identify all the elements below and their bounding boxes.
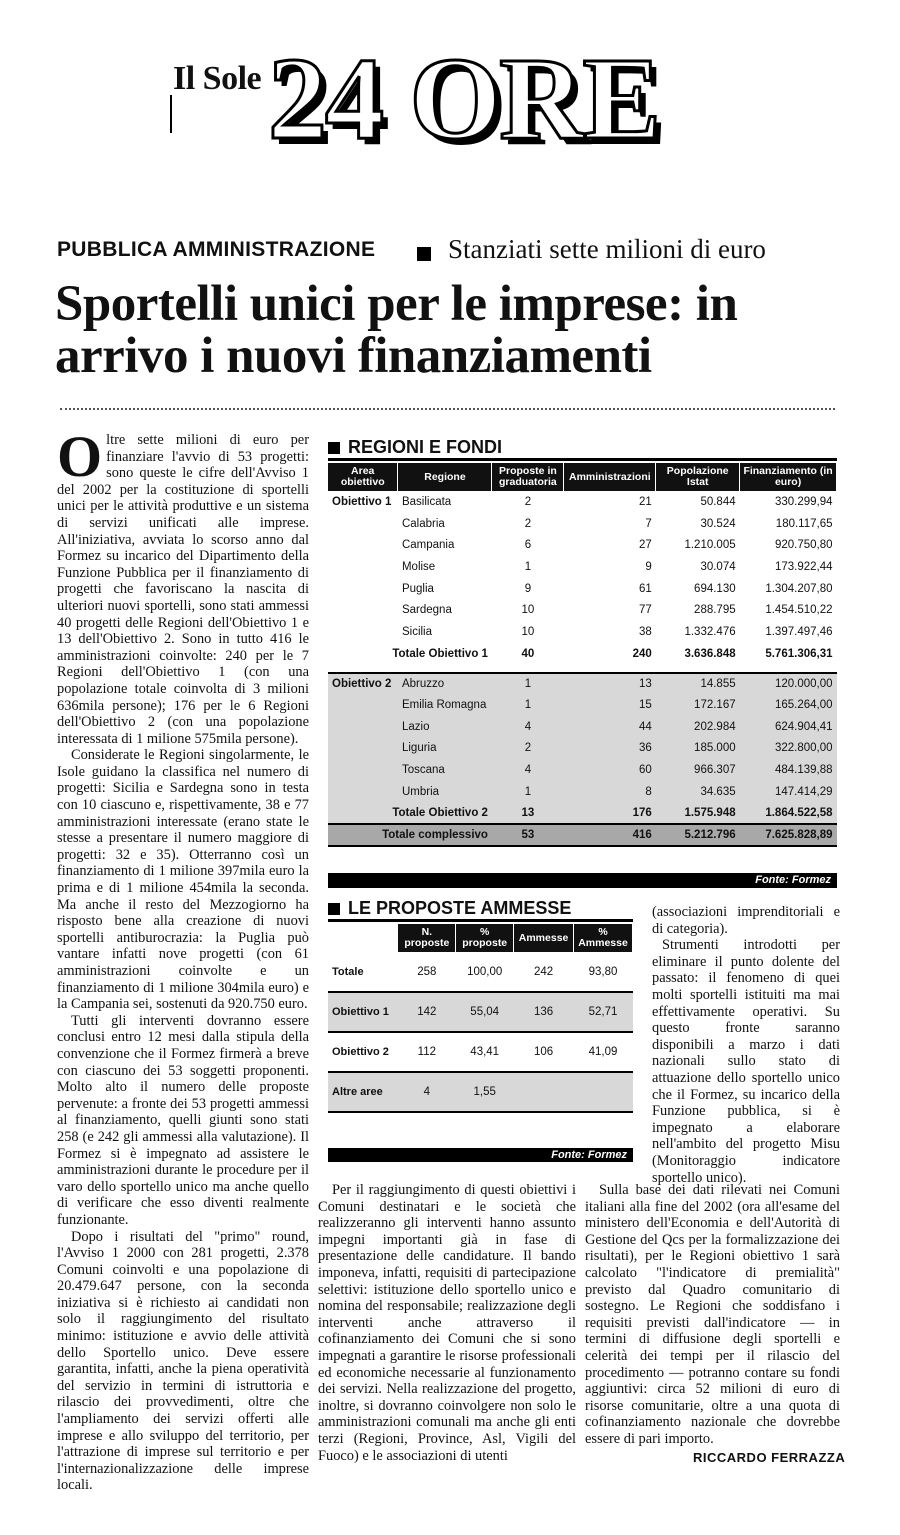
table-cell: 13 (564, 673, 656, 695)
table-cell: 202.984 (656, 716, 740, 738)
table-cell: 624.904,41 (740, 716, 837, 738)
table-cell: 38 (639, 625, 652, 638)
header-cell: Popolazione Istat (656, 463, 740, 491)
table-cell: 7 (645, 517, 652, 530)
table-cell: 416 (564, 824, 656, 846)
table-cell: 61 (639, 582, 652, 595)
table-cell: 34.635 (656, 781, 740, 803)
table-cell: 3.636.848 (684, 647, 736, 660)
header-cell (328, 924, 398, 952)
table-cell: Lazio (398, 716, 492, 738)
table-cell: 52,71 (574, 992, 633, 1032)
header-cell: Proposte in graduatoria (492, 463, 564, 491)
table-header-row (328, 924, 633, 952)
table-cell: 4 (492, 759, 564, 781)
table-cell (328, 781, 398, 803)
table-cell: 1.454.510,22 (765, 604, 833, 617)
table-cell: 1.575.948 (656, 803, 740, 825)
table-cell: 966.307 (656, 759, 740, 781)
table-cell: 147.414,29 (740, 781, 837, 803)
dotted-divider (60, 408, 835, 410)
article-column-3 (585, 1182, 840, 1448)
table-cell (328, 716, 398, 738)
section-kicker: PUBBLICA AMMINISTRAZIONE (57, 238, 376, 261)
paragraph: Tutti gli interventi dovranno essere conclusi entro 12 mesi dalla stipula della convenzione che il Formez firmerà a breve con ciascuno dei 53 soggetti proponenti. Molto alto il numero delle proposte pervenute: a fronte dei 53 progetti ammessi al finanziamento, quelli giunti sono stati 258 (e 242 gli ammessi alla valutazione). Il Formez si è impegnato ad assistere le amministrazioni durante le procedure per il varo dello sportello unico ma anche quello di verificare che esso diventi realmente funzionante. (57, 1012, 309, 1228)
table-cell: 4 (398, 1072, 456, 1112)
table-cell (328, 759, 398, 781)
table-cell: 40 (521, 647, 535, 660)
table-row (328, 513, 837, 535)
table-cell (328, 578, 398, 600)
table-cell: Puglia (401, 582, 434, 595)
table-cell: 30.074 (700, 560, 736, 573)
table-cell: 1.332.476 (684, 625, 736, 638)
table-cell: Basilicata (401, 495, 452, 508)
headline: Sportelli unici per le imprese: in arrivo i nuovi finanziamenti (55, 276, 738, 384)
table-cell: 322.800,00 (740, 738, 837, 760)
table-cell: 330.299,94 (774, 495, 833, 508)
table-cell: 165.264,00 (740, 694, 837, 716)
table-cell: 30.524 (700, 517, 736, 530)
table-cell: 55,04 (456, 992, 514, 1032)
paragraph: Dopo i risultati del "primo" round, l'Avviso 1 2000 con 281 progetti, 2.378 Comuni coinvolti e una popolazione di 20.479.647 persone, con la seconda iniziativa si è richiesto ai candidati non solo il raggiungimento del risultato minimo: istituzione e avvio delle attività dello Sportello unico. Deve essere garantita, infatti, anche la piena operatività del servizio in termini di istruttoria e rilascio dei provvedimenti, oltre che l'ampliamento dei servizi offerti alle imprese e allo sviluppo del territorio, per l'attrazione di imprese sul territorio e per l'internazionalizzazione delle imprese locali. (57, 1228, 309, 1494)
table-cell: 242 (514, 952, 574, 992)
table-cell: 1.210.005 (684, 539, 736, 552)
table-cell: 1.397.497,46 (765, 625, 833, 638)
table-row (328, 1032, 633, 1072)
table-cell: 1 (492, 781, 564, 803)
table-cell (328, 534, 398, 556)
table-row (328, 738, 837, 760)
table-cell: Umbria (398, 781, 492, 803)
table-row (328, 578, 837, 600)
table-row (328, 599, 837, 621)
table-cell: 1 (524, 560, 532, 573)
table-cell: 8 (564, 781, 656, 803)
table-cell: 173.922,44 (774, 560, 833, 573)
table-cell: 2 (524, 517, 532, 530)
table-cell: Liguria (398, 738, 492, 760)
square-bullet-icon (328, 442, 340, 454)
table-total-row (328, 824, 837, 846)
table-cell: 15 (564, 694, 656, 716)
table-cell: 142 (398, 992, 456, 1032)
table-cell: 2 (492, 738, 564, 760)
table-cell: 258 (398, 952, 456, 992)
table-cell: 1.864.522,58 (740, 803, 837, 825)
table-cell (328, 694, 398, 716)
table-cell: Totale Obiettivo 2 (328, 803, 492, 825)
table-cell: 1,55 (456, 1072, 514, 1112)
table-separator-cell (328, 665, 837, 673)
table-cell: Obiettivo 1 (328, 992, 398, 1032)
table-row (328, 673, 837, 695)
table-cell: Obiettivo 1 (332, 495, 392, 508)
table-cell: 120.000,00 (740, 673, 837, 695)
table-row (328, 694, 837, 716)
table-rule (328, 919, 633, 922)
table-cell (574, 1072, 633, 1112)
table-cell: 240 (632, 647, 652, 660)
table-cell: 180.117,65 (775, 517, 833, 530)
table-cell: Totale complessivo (328, 824, 492, 846)
table-row (328, 621, 837, 643)
table-row (328, 556, 837, 578)
square-bullet-icon (328, 903, 340, 915)
table-cell: 53 (492, 824, 564, 846)
table-cell (328, 556, 398, 578)
table-cell: Campania (401, 539, 455, 552)
table-cell: 5.761.306,31 (765, 647, 833, 660)
table-cell: 176 (564, 803, 656, 825)
table-header-row (328, 463, 837, 491)
table-cell: Abruzzo (398, 673, 492, 695)
paragraph: Sulla base dei dati rilevati nei Comuni italiani alla fine del 2002 (ora all'esame del ministero dell'Economia e dell'Autorità di Gestione del Qcs per la formalizzazione dei risultati), per le Regioni obiettivo 1 sarà calcolato "l'indicatore di premialità" previsto dal Quadro comunitario di sostegno. Le Regioni che soddisfano i requisiti previsti dall'indicatore — in termini di diffusione degli sportelli e celerità dei tempi per il rilascio del procedimento — potranno contare su fondi aggiuntivi: circa 52 milioni di euro di risorse comunitarie, oltre a una quota di cofinanziamento nazionale che dovrebbe essere di pari importo. (585, 1182, 840, 1447)
table-separator (328, 665, 837, 673)
table-total-row (328, 803, 837, 825)
table-cell: 106 (514, 1032, 574, 1072)
table-cell: 1.304.207,80 (765, 582, 833, 595)
table-cell: 484.139,88 (740, 759, 837, 781)
article-column-1 (57, 424, 309, 1494)
table-cell: 27 (639, 539, 652, 552)
table-cell (328, 621, 398, 643)
table-proposte-source: Fonte: Formez (328, 1148, 633, 1162)
masthead-bar (170, 95, 172, 133)
table-cell: 43,41 (456, 1032, 514, 1072)
table-cell: 41,09 (574, 1032, 633, 1072)
header-cell: Ammesse (514, 924, 574, 952)
table-cell: 185.000 (656, 738, 740, 760)
table-cell (328, 599, 398, 621)
table-row (328, 1072, 633, 1112)
table-cell: 5.212.796 (656, 824, 740, 846)
table-regioni-e-fondi (328, 463, 837, 847)
table-cell: 50.844 (700, 495, 736, 508)
masthead-logo: 24 ORE (268, 33, 660, 164)
byline: RICCARDO FERRAZZA (693, 1450, 846, 1465)
table-cell: 36 (564, 738, 656, 760)
table-proposte-ammesse (328, 924, 633, 1113)
table-total-row (328, 643, 837, 665)
table-row (328, 716, 837, 738)
table-cell: 1 (492, 673, 564, 695)
table-cell: Emilia Romagna (398, 694, 492, 716)
masthead-small: Il Sole (173, 60, 262, 97)
drop-cap: O (57, 424, 103, 489)
table-cell: Obiettivo 2 (328, 673, 398, 695)
table-cell: 288.795 (694, 604, 736, 617)
table-cell: 14.855 (656, 673, 740, 695)
kicker-square-icon (417, 247, 431, 261)
article-column-3-top (652, 904, 840, 1186)
table-cell: 694.130 (694, 582, 736, 595)
article-column-2 (318, 1182, 576, 1464)
table-regioni-title: REGIONI E FONDI (328, 437, 502, 458)
table-cell: Toscana (398, 759, 492, 781)
header-cell: Finanziamento (in euro) (740, 463, 837, 491)
table-row (328, 534, 837, 556)
header-cell: Regione (398, 463, 492, 491)
table-cell: 77 (639, 604, 652, 617)
table-cell: 21 (639, 495, 652, 508)
table-cell: 6 (524, 539, 532, 552)
paragraph: Oltre sette milioni di euro per finanziare l'avvio di 53 progetti: sono queste le cifre dell'Avviso 1 del 2002 per la costituzione di sportelli unici per le attività produttive e un sistema di servizi unificati alle imprese. All'iniziativa, avviata lo scorso anno dal Formez su incarico del Dipartimento della Funzione Pubblica per il finanziamento di progetti che favoriscano la nascita di ulteriori nuovi sportelli, sono stati ammessi 40 progetti delle Regioni dell'Obiettivo 1 e 13 dell'Obiettivo 2. Sono in tutto 416 le amministrazioni coinvolte: 240 per le 7 Regioni dell'Obiettivo 1 (con una popolazione totale coinvolta di 3 milioni 636mila persone); 176 per le 6 Regioni dell'Obiettivo 2 (con una popolazione interessata di 1 milione 575mila persone). (57, 424, 309, 747)
table-row (328, 952, 633, 992)
table-cell: 4 (492, 716, 564, 738)
header-cell: N. proposte (398, 924, 456, 952)
table-rule (328, 458, 837, 461)
table-cell: 44 (564, 716, 656, 738)
table-cell: Obiettivo 2 (328, 1032, 398, 1072)
table-cell: Altre aree (328, 1072, 398, 1112)
table-cell (328, 513, 398, 535)
table-cell: Totale Obiettivo 1 (392, 647, 488, 660)
table-row (328, 992, 633, 1032)
table-cell: 172.167 (656, 694, 740, 716)
paragraph: (associazioni imprenditoriali e di categoria). (652, 904, 840, 937)
table-cell: Sardegna (401, 604, 452, 617)
table-row (328, 491, 837, 513)
table-cell: 920.750,80 (774, 539, 833, 552)
paragraph: Strumenti introdotti per eliminare il punto dolente del passato: il fenomeno di quei molti sportelli istituiti ma mai effettivamente operativi. Su questo fronte saranno disponibili a marzo i dati nazionali sullo stato di attuazione dello sportello unico che il Formez, su incarico della Funzione pubblica, si è impegnato a elaborare nell'ambito del progetto Misu (Monitoraggio indicatore sportello unico). (652, 937, 840, 1186)
header-cell: % Ammesse (574, 924, 633, 952)
table-regioni-source: Fonte: Formez (328, 873, 837, 888)
table-proposte-title: LE PROPOSTE AMMESSE (328, 898, 571, 919)
table-row (328, 781, 837, 803)
table-cell: 2 (524, 495, 532, 508)
table-cell: 7.625.828,89 (740, 824, 837, 846)
table-cell: 136 (514, 992, 574, 1032)
table-cell: 13 (492, 803, 564, 825)
header-cell: Area obiettivo (328, 463, 398, 491)
table-cell: 9 (524, 582, 532, 595)
header-cell: Amministrazioni (564, 463, 656, 491)
table-cell: 10 (521, 604, 535, 617)
table-cell: Totale (328, 952, 398, 992)
table-row (328, 759, 837, 781)
header-cell: % proposte (456, 924, 514, 952)
table-cell: 9 (645, 560, 652, 573)
table-cell (328, 738, 398, 760)
table-cell: Molise (401, 560, 436, 573)
kicker-subtitle: Stanziati sette milioni di euro (448, 234, 766, 264)
table-cell: 60 (564, 759, 656, 781)
paragraph: Considerate le Regioni singolarmente, le Isole guidano la classifica nel numero di progetti: Sicilia e Sardegna sono in testa con 10 ciascuno e, rispettivamente, 38 e 77 amministrazioni interessate (erano state le stesse a presentare il numero maggiore di progetti: 32 e 35). Otterranno così un finanziamento di 1 milione 397mila euro la prima e di 1 milione 454mila la seconda. Ma anche il resto del Mezzogiorno ha risposto bene alla creazione di nuovi sportelli antiburocrazia: la Puglia può vantare infatti nove progetti (con 61 amministrazioni coinvolte e un finanziamento di 1 milione 304mila euro) e la Campania sei, sostenuti da 920.750 euro. (57, 747, 309, 1013)
table-cell: 112 (398, 1032, 456, 1072)
table-cell: 93,80 (574, 952, 633, 992)
paragraph: Per il raggiungimento di questi obiettivi i Comuni destinatari e le società che realizzeranno gli interventi hanno assunto impegni importanti già in fase di presentazione delle candidature. Il bando imponeva, infatti, requisiti di partecipazione selettivi: istituzione dello sportello unico e nomina del responsabile; realizzazione degli interventi anche attraverso il cofinanziamento dei Comuni che si sono impegnati a garantire le risorse professionali ed economiche necessarie al funzionamento dei servizi. Nella realizzazione del progetto, inoltre, si dovranno coinvolgere non solo le amministrazioni comunali ma anche gli enti terzi (Regioni, Province, Asl, Vigili del Fuoco) e le associazioni di utenti (318, 1182, 576, 1464)
table-cell: Calabria (401, 517, 445, 530)
table-cell: 10 (521, 625, 535, 638)
table-cell: 100,00 (456, 952, 514, 992)
table-cell: 1 (492, 694, 564, 716)
table-cell (514, 1072, 574, 1112)
table-cell: Sicilia (401, 625, 433, 638)
